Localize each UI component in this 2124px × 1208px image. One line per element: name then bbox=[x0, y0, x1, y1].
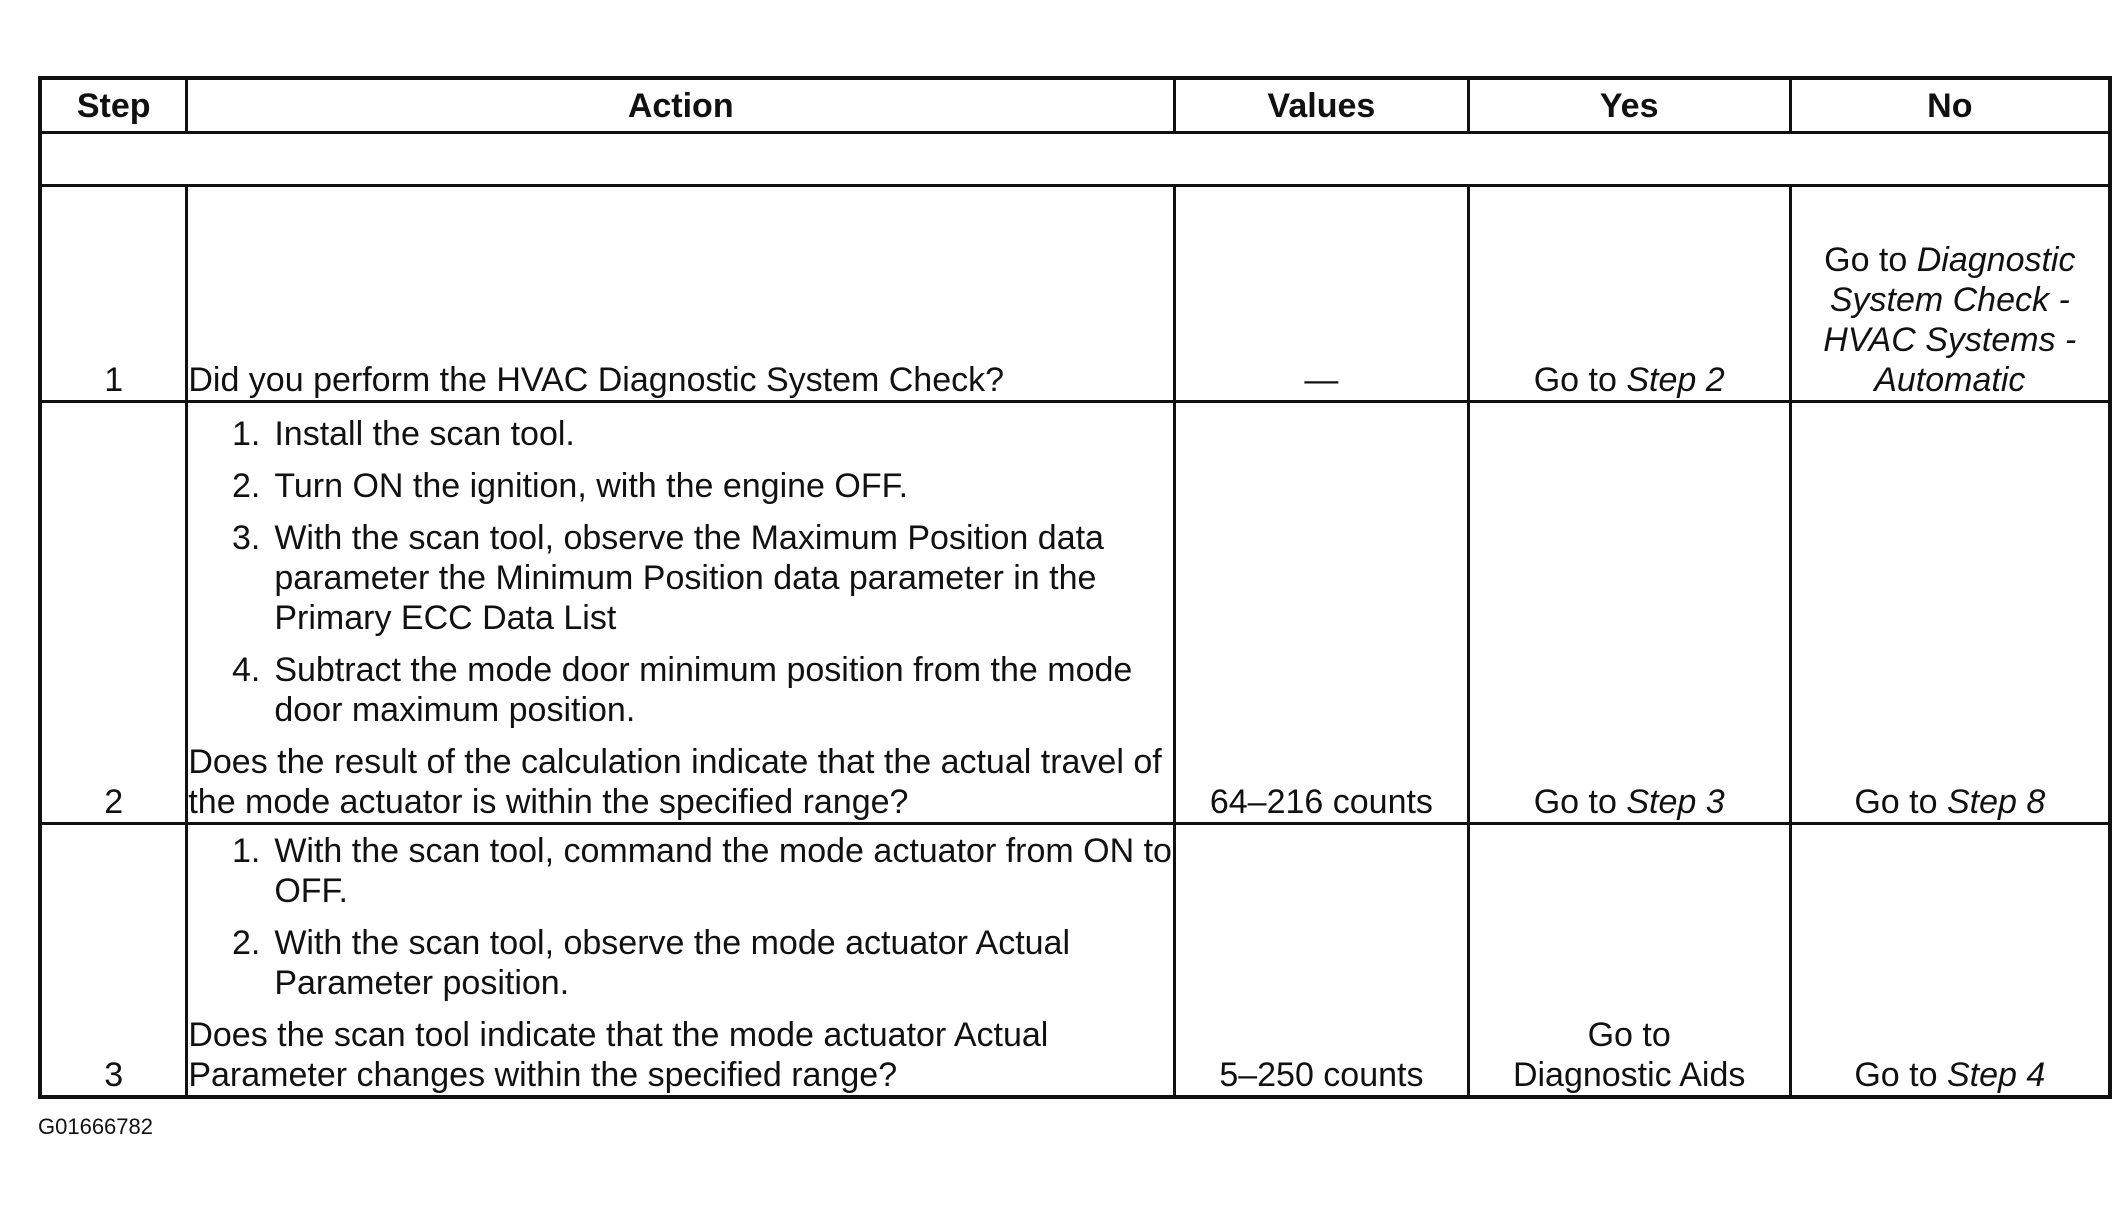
value-cell: 64–216 counts bbox=[1175, 402, 1469, 824]
action-cell bbox=[187, 186, 1175, 402]
yes-prefix: Go to bbox=[1533, 361, 1627, 399]
yes-cell bbox=[1468, 824, 1790, 1098]
no-cell bbox=[1790, 402, 2110, 824]
action-cell bbox=[187, 402, 1175, 824]
item-text: Install the scan tool. bbox=[274, 415, 575, 453]
item-number: 4. bbox=[231, 651, 261, 689]
action-steps bbox=[188, 831, 1173, 1003]
no-reference[interactable] bbox=[1792, 240, 2108, 400]
header-action: Action bbox=[187, 78, 1175, 133]
table-row bbox=[40, 186, 2110, 402]
item-text: With the scan tool, observe the mode actuator Actual Parameter position. bbox=[274, 924, 1071, 1002]
no-ref-line: Diagnostic bbox=[1916, 241, 2076, 279]
item-number: 1. bbox=[231, 415, 261, 453]
list-item bbox=[188, 831, 1173, 911]
list-item bbox=[188, 650, 1173, 730]
item-text: With the scan tool, observe the Maximum Position data parameter the Minimum Position data parameter in the Primary ECC Data List bbox=[274, 519, 1104, 637]
yes-step-link[interactable]: Step 2 bbox=[1626, 361, 1725, 399]
value-cell: — bbox=[1175, 186, 1469, 402]
yes-step-link[interactable]: Step 3 bbox=[1626, 783, 1725, 821]
yes-line: Go to bbox=[1587, 1016, 1671, 1054]
list-item bbox=[188, 923, 1173, 1003]
action-cell bbox=[187, 824, 1175, 1098]
item-text: Subtract the mode door minimum position from the mode door maximum position. bbox=[274, 651, 1133, 729]
value-cell: 5–250 counts bbox=[1175, 824, 1469, 1098]
diagnostic-table bbox=[38, 76, 2112, 1099]
no-prefix: Go to bbox=[1824, 241, 1917, 279]
blank-cell bbox=[40, 133, 2110, 186]
header-row bbox=[40, 78, 2110, 133]
item-text: Turn ON the ignition, with the engine OFF. bbox=[274, 467, 909, 505]
header-yes: Yes bbox=[1468, 78, 1790, 133]
no-ref-line: Automatic bbox=[1874, 361, 2026, 399]
no-step-link[interactable]: Step 8 bbox=[1946, 783, 2046, 821]
item-number: 3. bbox=[231, 519, 261, 557]
action-steps bbox=[188, 414, 1173, 730]
action-question: Does the scan tool indicate that the mode actuator Actual Parameter changes within the specified range? bbox=[188, 1016, 1049, 1094]
figure-id: G01666782 bbox=[38, 1114, 153, 1139]
yes-cell bbox=[1468, 402, 1790, 824]
list-item bbox=[188, 466, 1173, 506]
list-item bbox=[188, 518, 1173, 638]
step-number: 1 bbox=[40, 186, 187, 402]
item-number: 2. bbox=[231, 467, 261, 505]
item-number: 1. bbox=[231, 832, 261, 870]
no-prefix: Go to bbox=[1854, 783, 1947, 821]
yes-cell bbox=[1468, 186, 1790, 402]
yes-prefix: Go to bbox=[1533, 783, 1627, 821]
list-item bbox=[188, 414, 1173, 454]
action-question: Did you perform the HVAC Diagnostic System Check? bbox=[188, 361, 1005, 399]
no-ref-line: HVAC Systems - bbox=[1823, 321, 2077, 359]
blank-row bbox=[40, 133, 2110, 186]
no-cell bbox=[1790, 186, 2110, 402]
header-values: Values bbox=[1175, 78, 1469, 133]
no-cell bbox=[1790, 824, 2110, 1098]
table-row bbox=[40, 402, 2110, 824]
no-prefix: Go to bbox=[1854, 1056, 1947, 1094]
action-question: Does the result of the calculation indicate that the actual travel of the mode actuator is within the specified range? bbox=[188, 743, 1162, 821]
step-number: 2 bbox=[40, 402, 187, 824]
no-step-link[interactable]: Step 4 bbox=[1946, 1056, 2046, 1094]
header-no: No bbox=[1790, 78, 2110, 133]
step-number: 3 bbox=[40, 824, 187, 1098]
table-row bbox=[40, 824, 2110, 1098]
yes-line: Diagnostic Aids bbox=[1512, 1056, 1746, 1094]
header-step: Step bbox=[40, 78, 187, 133]
item-number: 2. bbox=[231, 924, 261, 962]
no-ref-line: System Check - bbox=[1829, 281, 2070, 319]
yes-reference[interactable] bbox=[1470, 1015, 1789, 1095]
item-text: With the scan tool, command the mode actuator from ON to OFF. bbox=[274, 832, 1172, 910]
